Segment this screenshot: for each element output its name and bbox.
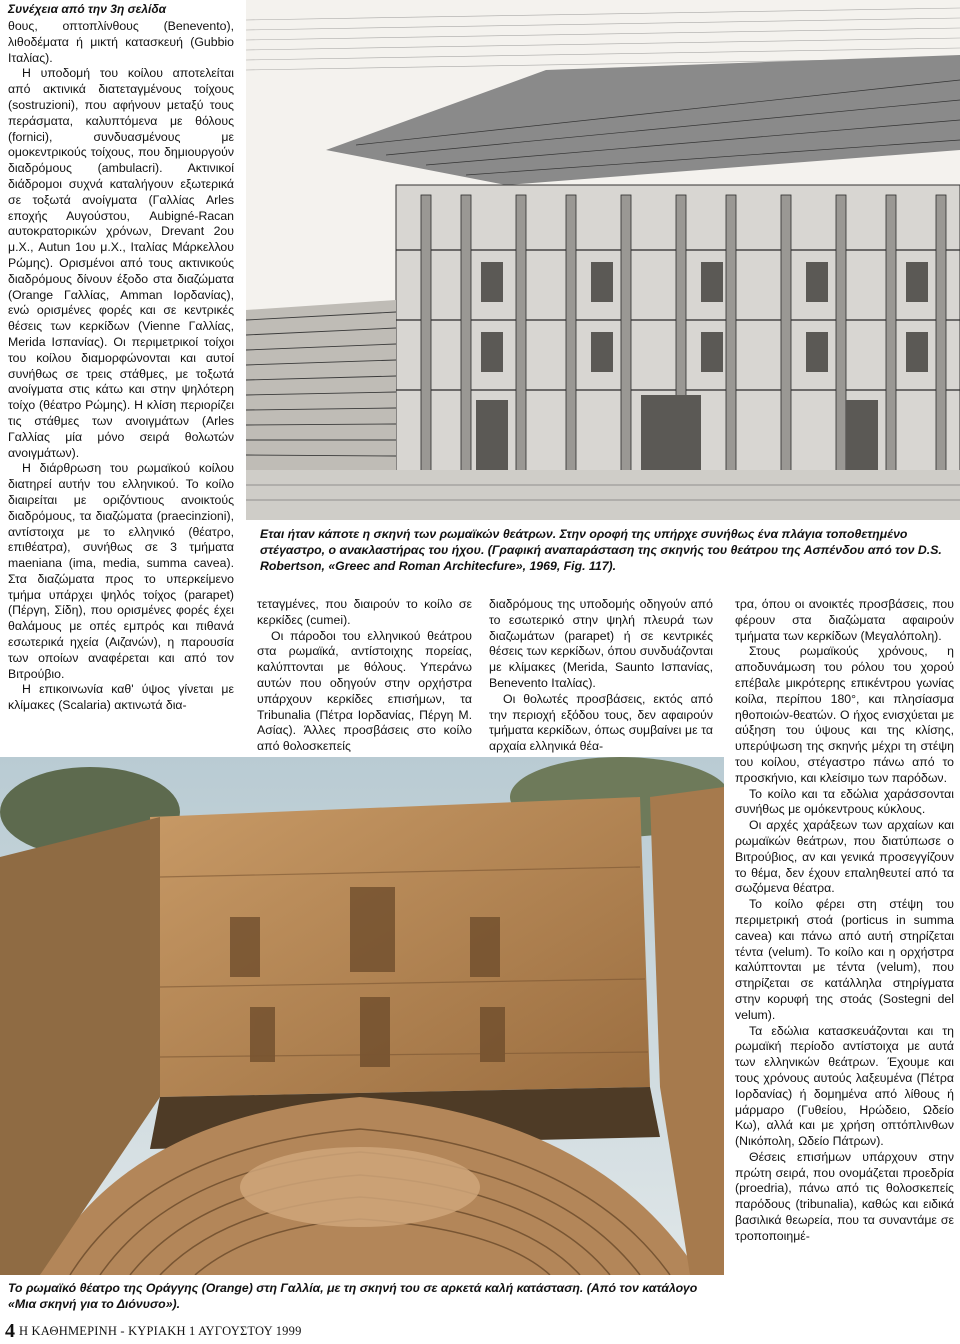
paragraph: Οι πάροδοι του ελληνικού θεάτρου στα ρωμαϊκά, αντίστοιχης πορείας, καλύπτονται με θόλους. Υπεράνω αυτών που οδηγούν στην ορχήστρα υπάρχουν κερκίδες επισήμων, τα Tribunalia (Πέτρα Ιορδανίας, Πέργη Μ. Ασίας). Άλλες προσβάσεις στο κοίλο από θολοσκεπείς	[257, 628, 472, 754]
paragraph: θους, οπτοπλίνθους (Benevento), λιθοδέματα ή μικτή κατασκευή (Gubbio Ιταλίας).	[8, 19, 234, 65]
page-number: 4	[5, 1320, 15, 1342]
paragraph: τεταγμένες, που διαιρούν το κοίλο σε κερκίδες (cumei).	[257, 597, 472, 627]
paragraph: Το κοίλο φέρει στη στέψη του περιμετρική στοά (porticus in summa cavea) και πάνω από αυτή στηρίζεται τέντα (velum). Το κοίλο και η ορχήστρα καλύπτονται με τέντα (velum), που στηρίζεται σε κατάλληλα στηρίγματα στην κορυφή της στοάς (Sostegni del velum).	[735, 897, 954, 1022]
article-column-2	[257, 597, 472, 755]
article-column-3	[489, 597, 713, 755]
paragraph: Θέσεις επισήμων υπάρχουν στην πρώτη σειρά, που ονομάζεται προεδρία (proedria), πάνω από τις θολοσκεπείς παρόδους (tribunalia), καθώς και ειδικά βασιλικά θεωρεία, που τα συναντάμε σε τροποποιημέ-	[735, 1149, 954, 1243]
orange-theatre-photo	[0, 757, 724, 1275]
article-column-4	[735, 597, 954, 1245]
paragraph: διαδρόμους της υποδομής οδηγούν από το εσωτερικό στην ψηλή πλευρά των διαζωμάτων (parapet) ή σε κεντρικές θέσεις των κερκίδων, όπου συνδυάζονται με κλίμακες (Merida, Saunto Ισπανίας, Benevento Ιταλίας).	[489, 597, 713, 690]
continuation-label: Συνέχεια από την 3η σελίδα	[8, 2, 167, 16]
paragraph: Η διάρθρωση του ρωμαϊκού κοίλου διατηρεί αυτήν του ελληνικού. Το κοίλο διαιρείται με οριζόντιους ανοικτούς διαδρόμους, τα διαζώματα (praecinzioni), αντίστοιχα με το ελληνικό (θέατρο, επιθέατρα), συνήθως σε 3 τμήματα maeniana (ima, media, summa cavea). Στα διαζώματα προς το υπερκείμενο τμήμα υπάρχει ψηλός τοίχος (parapet) (Πέργη, Σίδη), που ορισμένες φορές έχει θαλάμους με οπές εμπρός και πιθανά εσωτερικά ηχεία (Αιζανών), η παρουσία των οποίων αναφέρεται και από τον Βιτρούβιο.	[8, 461, 234, 681]
paragraph: Η υποδομή του κοίλου αποτελείται από ακτινικά διατεταγμένους τοίχους (sostruzioni), που αφήνουν μεταξύ τους περάσματα, καλυπτόμενα με θόλους (fornici), συνδυασμένους με ομοκεντρικούς τοίχους, που δημιουργούν διαδρόμους (ambulacri). Ακτινικοί διάδρομοι συχνά καταλήγουν εξωτερικά σε τοξωτά ανοίγματα (Γαλλίας Arles εποχής Αυγούστου, Aubigné-Racan αυτοκρατορικών χρόνων, Drevant 2ου μ.Χ., Autun 1ου μ.Χ., Ιταλίας Μάρκελλου Ρώμης). Ορισμένοι από τους ακτινικούς διαδρόμους δίνουν έξοδο στα διαζώματα (Orange Γαλλίας, Amman Ιορδανίας), ενώ ορισμένες φορές και σε κεντρικές θέσεις των κερκίδων (Vienne Γαλλίας, Merida Ισπανίας). Οι περιμετρικοί τοίχοι του κοίλου διαμορφώνονται και αυτοί συνήθως σε τρεις στάθμες, με τοξωτά ανοίγματα στις κάτω και στην ψηλότερη τοίχο (θέατρο Ρώμης). Η κλίση περιορίζει τις στάθμες των ανοιγμάτων (Arles Γαλλίας μία μόνο σειρά θολωτών ανοιγμάτων).	[8, 66, 234, 460]
paragraph: Οι θολωτές προσβάσεις, εκτός από την περιοχή εξόδου τους, δεν αφαιρούν τμήματα κερκίδων, όπως συμβαίνει με τα αρχαία ελληνικά θέα-	[489, 691, 713, 754]
paragraph: Οι αρχές χαράξεων των αρχαίων και ρωμαϊκών θεάτρων, που διατύπωσε ο Βιτρούβιος, αν και γενικά προσεγγίζουν το θέμα, δεν έχουν επαληθευτεί από τα σωζόμενα θέατρα.	[735, 818, 954, 896]
paragraph: Η επικοινωνία καθ' ύψος γίνεται με κλίμακες (Scalaria) ακτινωτά δια-	[8, 682, 234, 713]
aspendos-stage-engraving	[246, 0, 960, 520]
article-column-1	[8, 19, 234, 714]
paragraph: τρα, όπου οι ανοικτές προσβάσεις, που φέρουν στα διαζώματα αφαιρούν τμήματα των κερκίδων (Μεγαλόπολη).	[735, 597, 954, 643]
publication-line: Η ΚΑΘΗΜΕΡΙΝΗ - ΚΥΡΙΑΚΗ 1 ΑΥΓΟΥΣΤΟΥ 1999	[19, 1324, 302, 1338]
photo-caption: Το ρωμαϊκό θέατρο της Οράγγης (Orange) στη Γαλλία, με τη σκηνή του σε αρκετά καλή κατάσταση. (Από τον κατάλογο «Μια σκηνή για το Διόνυσο»).	[8, 1281, 698, 1311]
paragraph: Στους ρωμαϊκούς χρόνους, η αποδυνάμωση του ρόλου του χορού επέβαλε μικρότερης επικέντρου γωνίας κοίλα, περίπου 180°, και πλησίασμα ηθοποιών-θεατών. Ο ήχος ενισχύεται με αύξηση του ύψους και της κλίσης, υπερύψωση της σκηνής μέχρι τη στέψη του κοίλου, στέγαστρο πάνω από το προσκήνιο, και κλείσιμο των παρόδων.	[735, 644, 954, 785]
page-footer	[5, 1320, 302, 1343]
engraving-caption: Εται ήταν κάποτε η σκηνή των ρωμαϊκών θεάτρων. Στην οροφή της υπήρχε συνήθως ένα πλάγια τοποθετημένο στέγαστρο, ο ανακλαστήρας του ήχου. (Γραφική αναπαράσταση της σκηνής του θεάτρου της Ασπένδου από τον D.S. Robertson, «Greec and Roman Architecfure», 1969, Fig. 117).	[260, 527, 942, 573]
paragraph: Το κοίλο και τα εδώλια χαράσσονται συνήθως με ομόκεντρους κύκλους.	[735, 786, 954, 817]
paragraph: Τα εδώλια κατασκευάζονται και τη ρωμαϊκή περίοδο αντίστοιχα με αυτά των ελληνικών θεάτρων. Έχουμε και τους χρόνους αυτούς λαξευμένα (Πέτρα Ιορδανίας) ή δομημένα από λίθους ή μάρμαρο (Γυθείου, Ηρώδειο, Ωδείο Κω), αλλά και με χρήση οπτόπλινθων (Νικόπολη, Ωδείο Πάτρων).	[735, 1023, 954, 1149]
